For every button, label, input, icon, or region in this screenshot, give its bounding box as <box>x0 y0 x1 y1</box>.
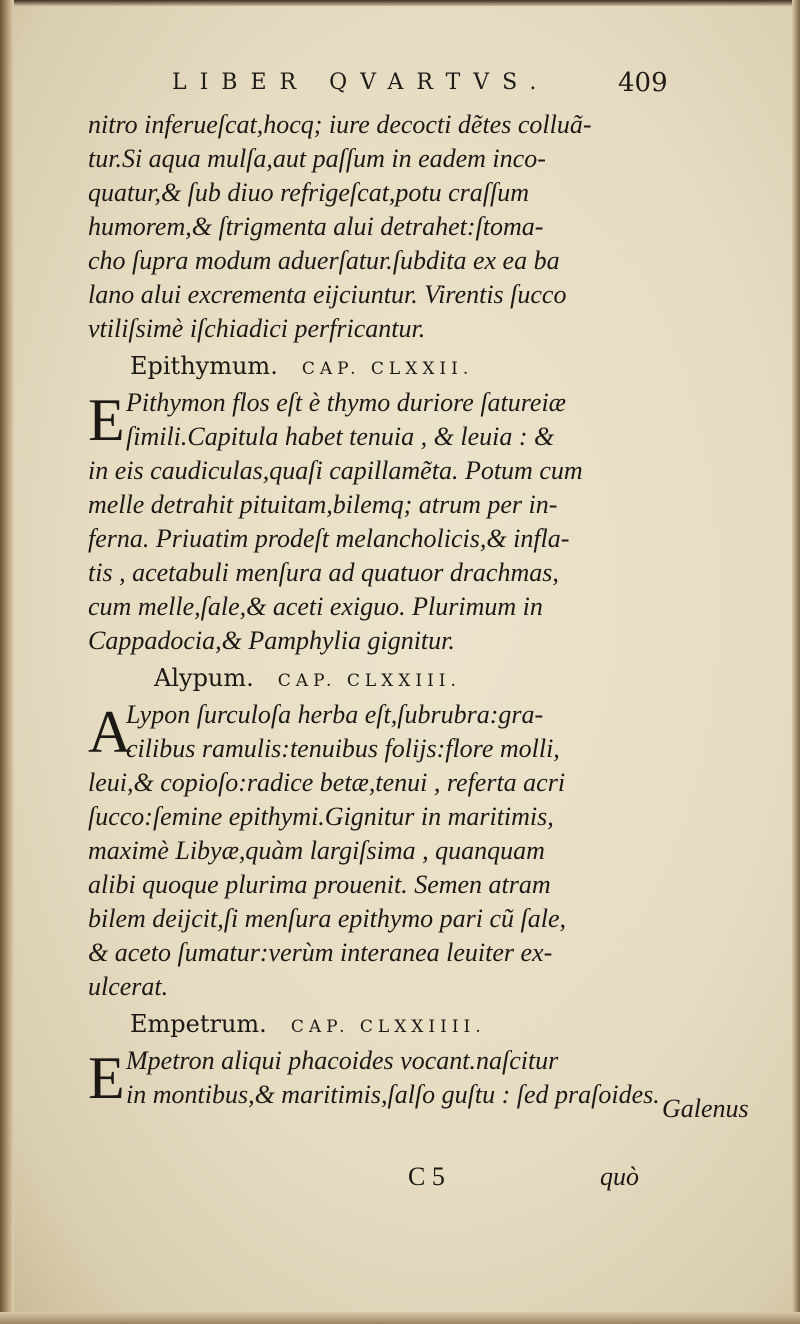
text-line: ferna. Priuatim prodeſt melancholicis,& infla- <box>88 524 570 553</box>
chapter-paragraph <box>88 1044 660 1112</box>
text-line: tis , acetabuli menſura ad quatuor drachmas, <box>88 558 559 587</box>
text-line: vtiliſsimè iſchiadici perfricantur. <box>88 314 426 343</box>
running-head: LIBER QVARTVS. <box>172 70 550 95</box>
text-line: ſimili.Capitula habet tenuia , & leuia : & <box>126 422 555 451</box>
text-line: in eis caudiculas,quaſi capillamẽta. Potum cum <box>88 456 583 485</box>
text-line: & aceto ſumatur:verùm interanea leuiter ex- <box>88 938 553 967</box>
text-line: Cappadocia,& Pamphylia gignitur. <box>88 626 455 655</box>
chapter-number: CAP. CLXXII. <box>301 359 474 379</box>
text-line: alibi quoque plurima prouenit. Semen atram <box>88 870 551 899</box>
text-line: melle detrahit pituitam,bilemq; atrum per in- <box>88 490 558 519</box>
drop-cap: A <box>88 699 132 765</box>
text-line: leui,& copioſo:radice betæ,tenui , referta acri <box>88 768 566 797</box>
body-text <box>88 108 660 1112</box>
chapter-number: CAP. CLXXIIII. <box>290 1017 486 1037</box>
chapter-heading <box>88 658 648 698</box>
text-line: cho ſupra modum aduerſatur.ſubdita ex ea ba <box>88 246 560 275</box>
chapter-title: Empetrum. <box>130 1010 267 1038</box>
page-number: 409 <box>618 68 668 98</box>
text-line: Pithymon flos eſt è thymo duriore ſatureiæ <box>126 388 567 417</box>
text-line: bilem deijcit,ſi menſura epithymo pari cũ ſale, <box>88 904 567 933</box>
chapter-number: CAP. CLXXIII. <box>277 671 461 691</box>
signature-mark: C 5 <box>408 1162 445 1191</box>
chapter-title: Alypum. <box>154 664 254 692</box>
drop-cap: E <box>88 1045 125 1111</box>
text-line: humorem,& ſtrigmenta alui detrahet:ſtoma- <box>88 212 544 241</box>
text-line: cum melle,ſale,& aceti exiguo. Plurimum in <box>88 592 543 621</box>
page-header <box>0 70 800 110</box>
text-line: in montibus,& maritimis,ſalſo guſtu : ſed praſoides. <box>126 1080 660 1109</box>
text-line: ulcerat. <box>88 972 169 1001</box>
page-left-edge <box>0 0 14 1324</box>
page-top-edge <box>0 0 800 6</box>
chapter-paragraph <box>88 698 648 766</box>
chapter-paragraph <box>88 386 648 454</box>
text-line: maximè Libyæ,quàm largiſsima , quanquam <box>88 836 545 865</box>
chapter-heading <box>88 1004 648 1044</box>
text-line: quatur,& ſub diuo refrigeſcat,potu craſſum <box>88 178 530 207</box>
text-line: tur.Si aqua mulſa,aut paſſum in eadem inco- <box>88 144 546 173</box>
text-line: Lypon ſurculoſa herba eſt,ſubrubra:gra- <box>126 700 544 729</box>
marginal-note: Galenus <box>662 1094 749 1123</box>
drop-cap: E <box>88 387 125 453</box>
text-line: ſucco:ſemine epithymi.Gignitur in maritimis, <box>88 802 554 831</box>
text-line: lano alui excrementa eijciuntur. Virentis ſucco <box>88 280 567 309</box>
chapter-title: Epithymum. <box>130 352 278 380</box>
text-line: nitro inferueſcat,hocq; iure decocti dẽtes colluã- <box>88 110 592 139</box>
page-bottom-edge <box>0 1312 800 1324</box>
text-line: cilibus ramulis:tenuibus folijs:flore molli, <box>126 734 560 763</box>
catchword: quò <box>600 1162 639 1191</box>
chapter-heading <box>88 346 648 386</box>
text-line: Mpetron aliqui phacoides vocant.naſcitur <box>126 1046 559 1075</box>
intro-paragraph <box>88 108 648 346</box>
page-right-edge <box>792 0 800 1324</box>
